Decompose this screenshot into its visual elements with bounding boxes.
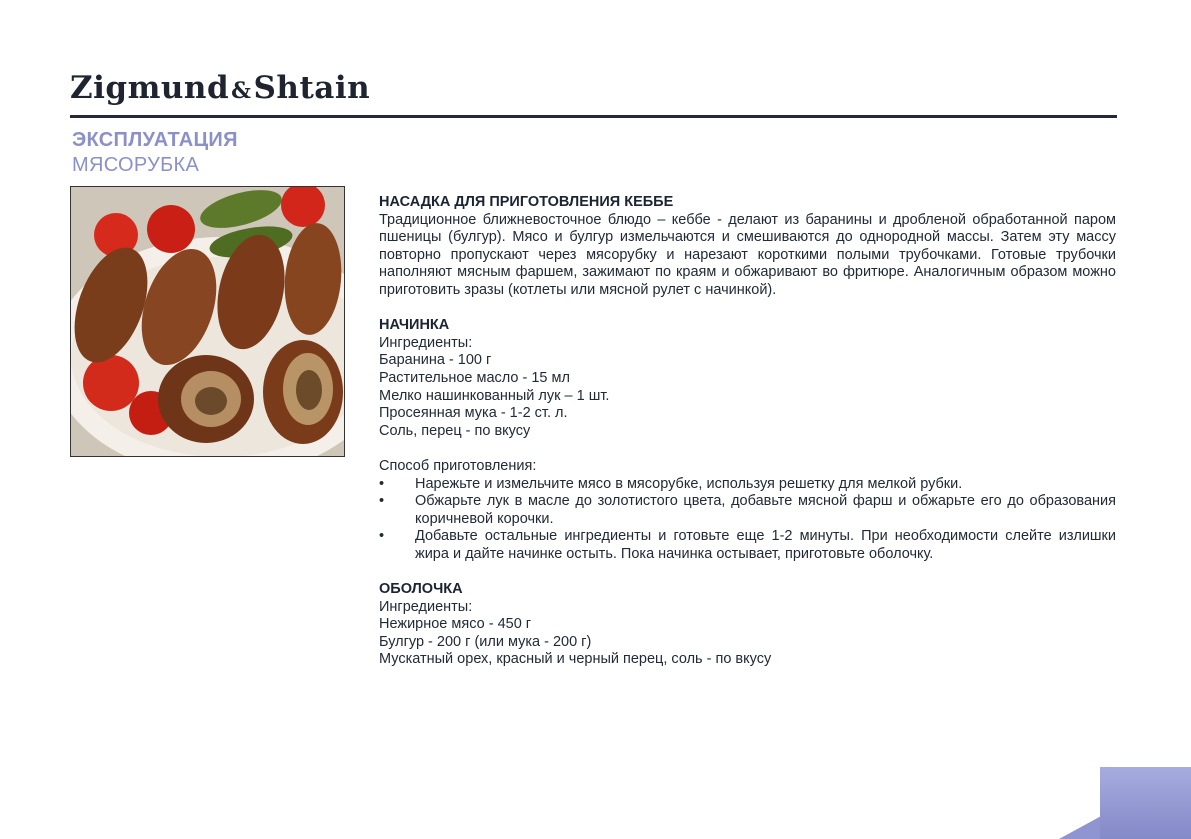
bullet-icon: • [379, 528, 385, 545]
kebbe-photo [70, 186, 345, 457]
bullet-icon: • [379, 493, 385, 510]
brand-name-part2: Shtain [253, 70, 371, 106]
method-steps [379, 476, 1116, 564]
brand-logo [70, 70, 370, 106]
shell-heading: ОБОЛОЧКА [379, 581, 463, 598]
method-step [379, 493, 1116, 528]
intro-text: Традиционное ближневосточное блюдо – кеббе - делают из баранины и дробленой обработанной паром пшеницы (булгур). Мясо и булгур измельчаются и смешиваются до однородной массы. Затем эту массу повторно пропускают через мясорубку и нарезают короткими полыми трубочками. Готовые трубочки наполняют мясным фаршем, зажимают по краям и обжаривают во фритюре. Аналогичным образом можно приготовить зразы (котлеты или мясной рулет с начинкой). [379, 211, 1116, 298]
filling-heading: НАЧИНКА [379, 317, 450, 334]
intro-heading: НАСАДКА ДЛЯ ПРИГОТОВЛЕНИЯ КЕББЕ [379, 194, 674, 210]
brand-name-part1: Zigmund [70, 70, 230, 106]
filling-ingredient: Соль, перец - по вкусу [379, 422, 531, 439]
filling-ingredient: Растительное масло - 15 мл [379, 369, 570, 386]
filling-ingredient: Баранина - 100 г [379, 352, 492, 369]
header-divider [70, 115, 1117, 118]
recipe-content [379, 194, 1116, 669]
page-corner-block [1100, 767, 1191, 839]
section-subtitle: МЯСОРУБКА [72, 154, 200, 176]
bullet-icon: • [379, 475, 385, 492]
section-title: ЭКСПЛУАТАЦИЯ [72, 129, 238, 151]
filling-ingredients-label: Ингредиенты: [379, 334, 473, 351]
method-label: Способ приготовления: [379, 457, 537, 474]
method-step-text: Нарежьте и измельчите мясо в мясорубке, используя решетку для мелкой рубки. [415, 475, 963, 492]
method-step-text: Добавьте остальные ингредиенты и готовьте еще 1-2 минуты. При необходимости слейте излишки жира и дайте начинке остыть. Пока начинка остывает, приготовьте оболочку. [415, 528, 1116, 562]
shell-ingredient: Мускатный орех, красный и черный перец, соль - по вкусу [379, 651, 772, 668]
method-step [379, 476, 1116, 494]
shell-ingredient: Нежирное мясо - 450 г [379, 616, 532, 633]
method-step-text: Обжарьте лук в масле до золотистого цвета, добавьте мясной фарш и обжарьте его до образования коричневой корочки. [415, 493, 1116, 527]
filling-ingredient: Мелко нашинкованный лук – 1 шт. [379, 387, 610, 404]
brand-ampersand: & [231, 78, 252, 104]
kebbe-photo-icon [71, 187, 344, 456]
shell-ingredients-label: Ингредиенты: [379, 598, 473, 615]
filling-ingredient: Просеянная мука - 1-2 ст. л. [379, 405, 568, 422]
method-step [379, 528, 1116, 563]
shell-ingredient: Булгур - 200 г (или мука - 200 г) [379, 633, 592, 650]
